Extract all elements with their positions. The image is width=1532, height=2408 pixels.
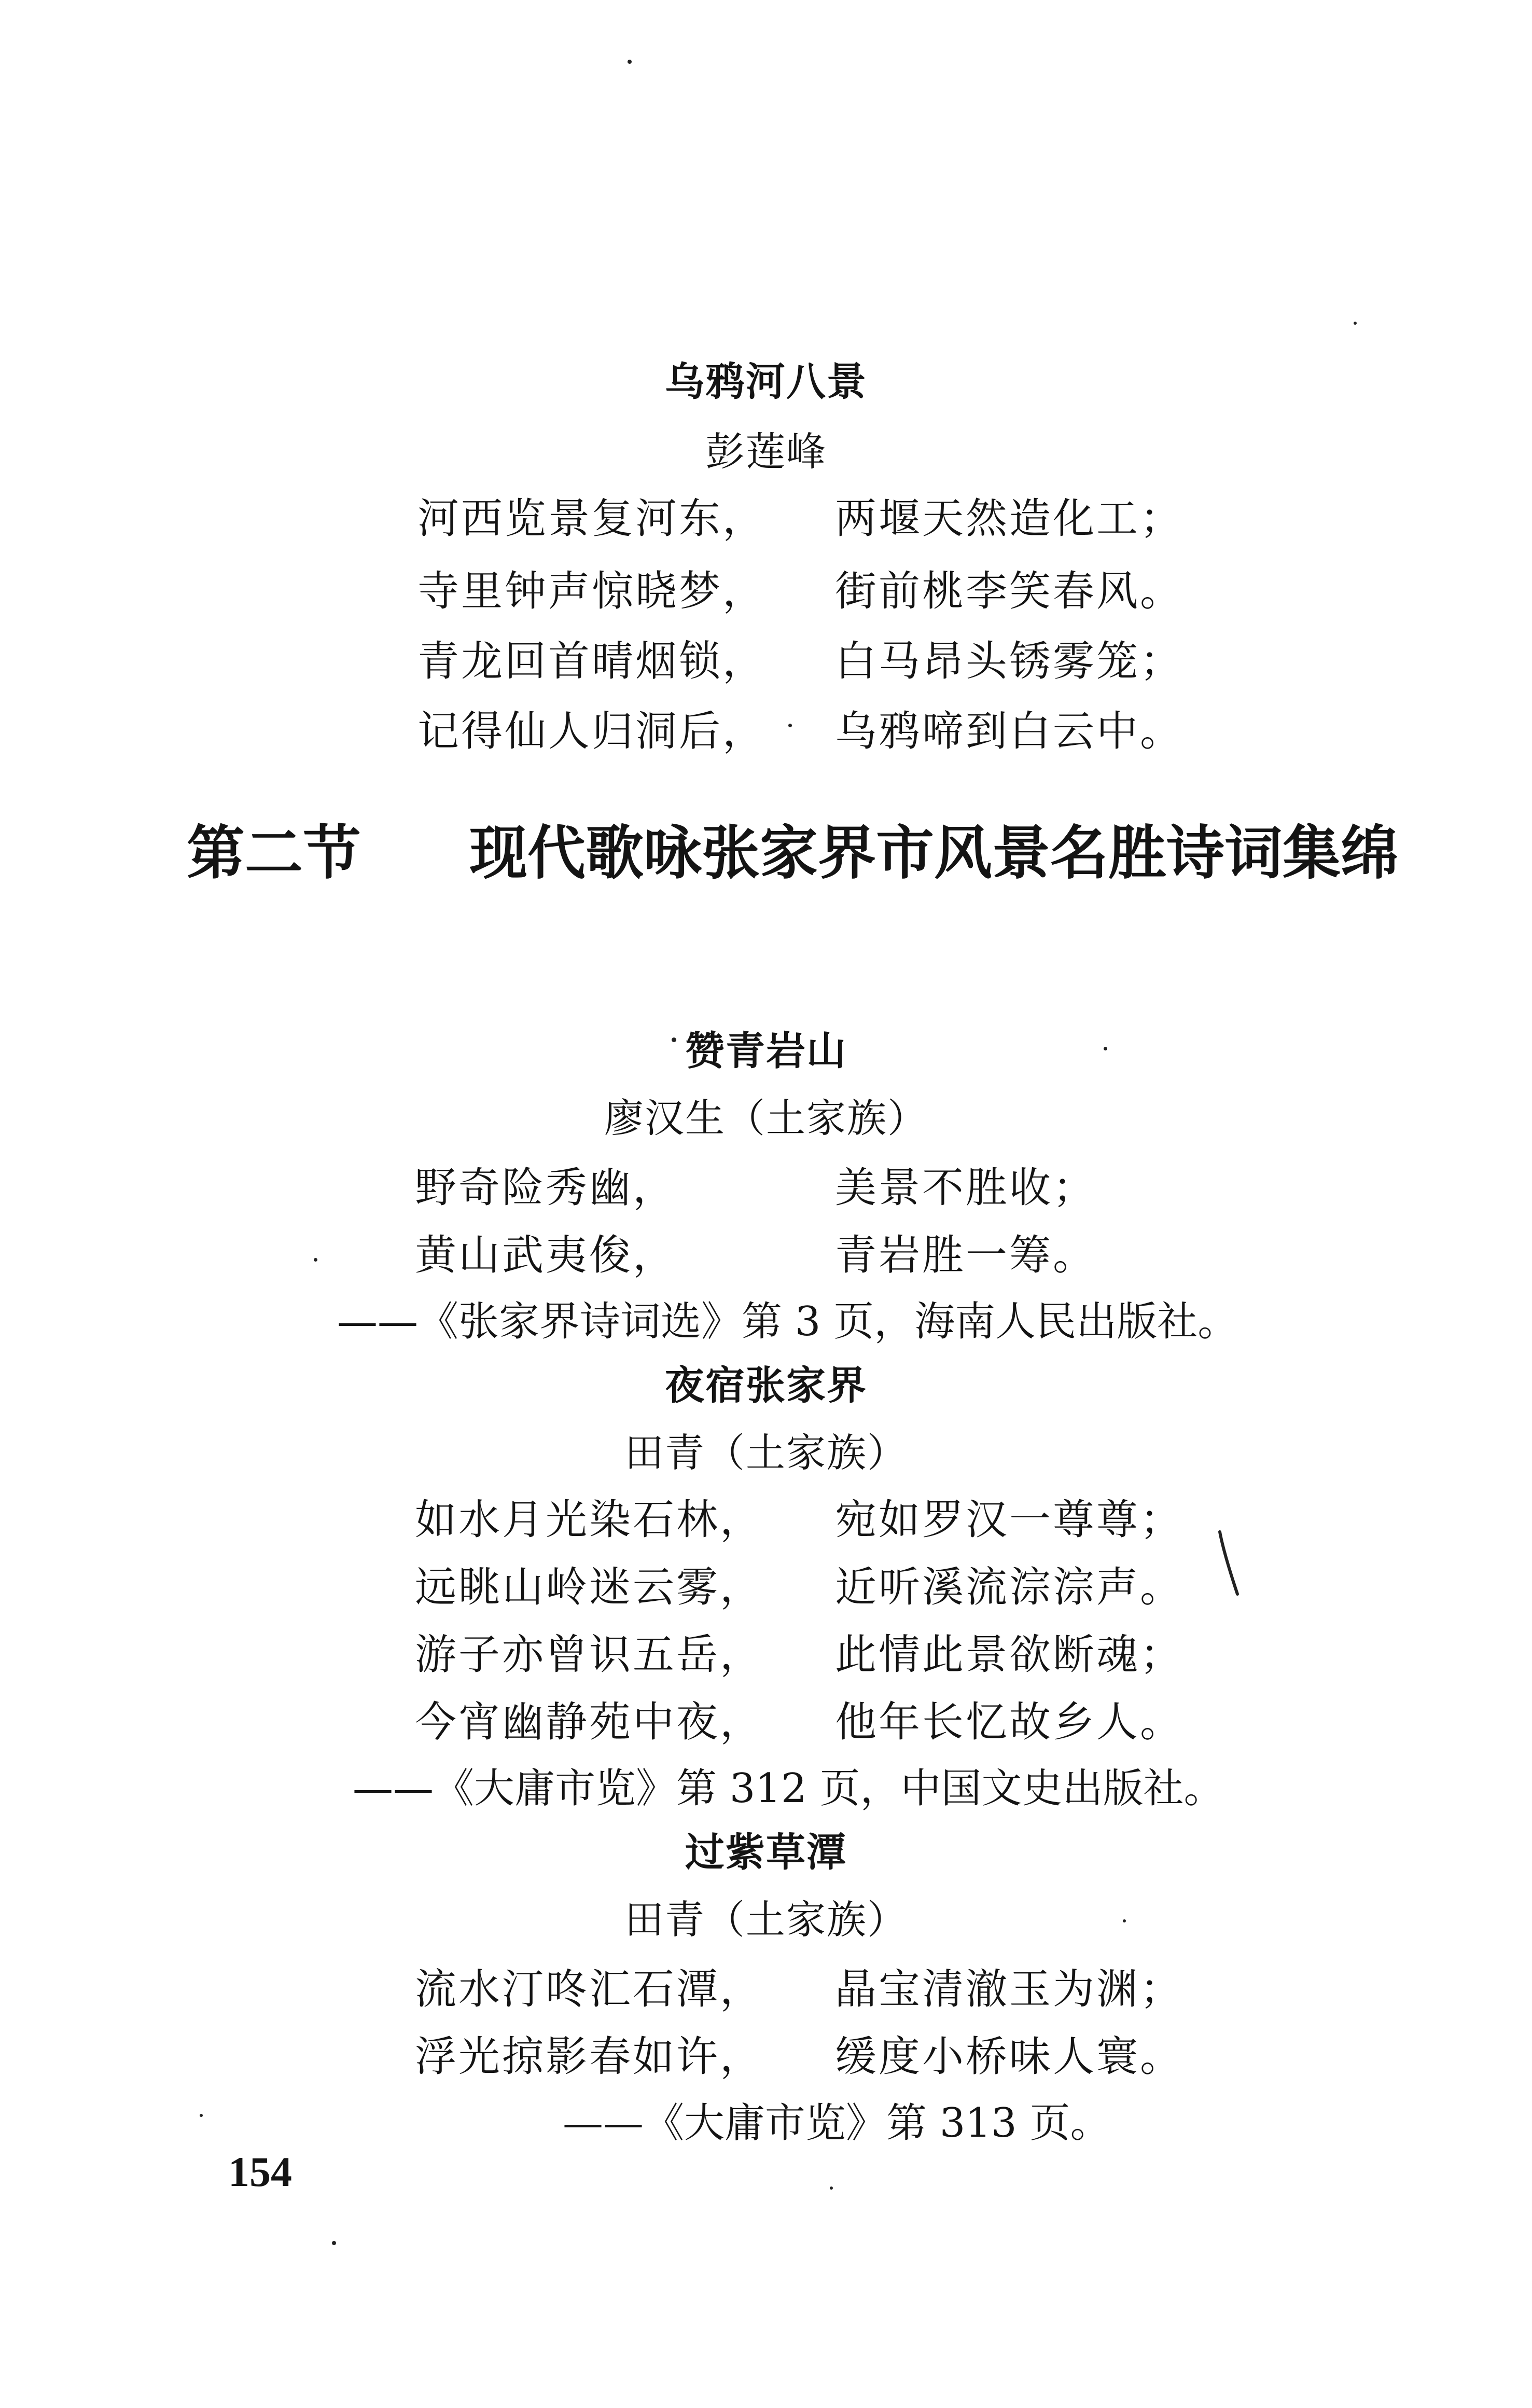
verse-line-left: 游子亦曾识五岳，: [415, 1630, 763, 1679]
verse-line-right: 白马昂头锈雾笼；: [835, 637, 1183, 685]
verse-line-left: 黄山武夷俊，: [415, 1231, 676, 1279]
scan-speck: [1123, 1919, 1126, 1922]
verse-line-left: 如水月光染石林，: [415, 1496, 763, 1544]
verse-line-left: 浮光掠影春如许，: [415, 2032, 763, 2081]
poem-title: 乌鸦河八景: [665, 358, 867, 405]
scan-speck: [830, 2186, 833, 2190]
verse-line-left: 流水汀咚汇石潭，: [415, 1965, 763, 2013]
poem-author: 田青（土家族）: [624, 1897, 908, 1943]
scan-speck: [1104, 1047, 1107, 1050]
verse-line-right: 近听溪流淙淙声。: [835, 1563, 1183, 1611]
poem-author: 彭莲峰: [705, 428, 827, 475]
verse-line-left: 青龙回首晴烟锁，: [417, 637, 766, 685]
section-title: 现代歌咏张家界市风景名胜诗词集绵: [469, 820, 1399, 887]
pen-stroke-mark: [1214, 1528, 1245, 1600]
verse-line-right: 青岩胜一筹。: [835, 1231, 1096, 1279]
verse-line-left: 今宵幽静苑中夜，: [415, 1698, 763, 1746]
poem-title: 夜宿张家界: [665, 1362, 867, 1408]
scan-speck: [1354, 322, 1357, 325]
scan-speck: [314, 1258, 317, 1262]
verse-line-right: 乌鸦啼到白云中。: [835, 707, 1183, 755]
verse-line-right: 两堰天然造化工；: [835, 494, 1183, 543]
verse-line-right: 宛如罗汉一尊尊；: [835, 1496, 1183, 1544]
verse-line-right: 晶宝清澈玉为渊；: [835, 1965, 1183, 2013]
scan-speck: [628, 60, 632, 64]
poem-title: 过紫草潭: [685, 1829, 847, 1875]
verse-line-right: 街前桃李笑春风。: [835, 567, 1183, 615]
verse-line-left: 寺里钟声惊晓梦，: [417, 567, 766, 615]
scan-speck: [788, 724, 792, 727]
source-citation: ——《大庸市览》第 313 页。: [563, 2100, 1111, 2147]
verse-line-left: 河西览景复河东，: [417, 494, 766, 543]
verse-line-right: 此情此景欲断魂；: [835, 1630, 1183, 1679]
verse-line-right: 他年长忆故乡人。: [835, 1698, 1183, 1746]
poem-author: 廖汉生（土家族）: [604, 1095, 928, 1141]
poem-author: 田青（土家族）: [624, 1430, 908, 1476]
scan-speck: [332, 2241, 336, 2245]
scan-speck: [200, 2114, 203, 2117]
verse-line-left: 远眺山岭迷云雾，: [415, 1563, 763, 1611]
verse-line-left: 野奇险秀幽，: [415, 1164, 676, 1212]
poem-title: 赞青岩山: [685, 1028, 847, 1074]
page-number: 154: [228, 2148, 292, 2195]
scan-speck: [672, 1037, 676, 1042]
verse-line-right: 美景不胜收；: [835, 1164, 1096, 1212]
section-label: 第二节: [187, 820, 361, 887]
verse-line-right: 缓度小桥味人寰。: [835, 2032, 1183, 2081]
source-citation: ——《大庸市览》第 312 页，中国文史出版社。: [353, 1765, 1224, 1812]
verse-line-left: 记得仙人归洞后，: [417, 707, 766, 755]
source-citation: ——《张家界诗词选》第 3 页，海南人民出版社。: [337, 1298, 1238, 1345]
